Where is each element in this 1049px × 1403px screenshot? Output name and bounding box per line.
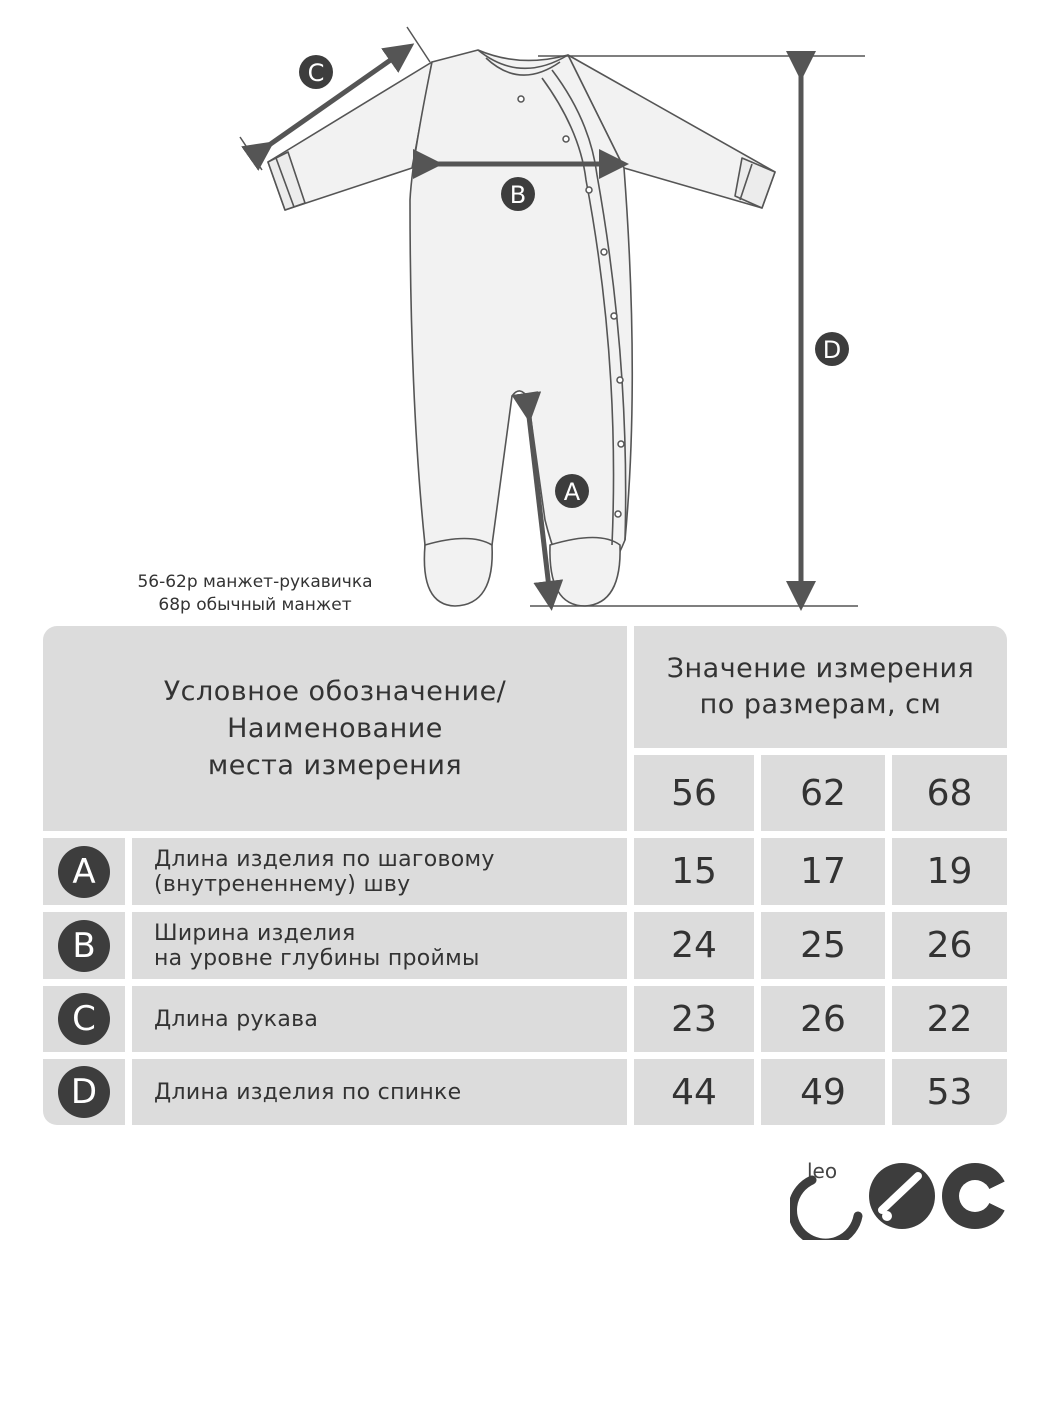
logo-c-mark bbox=[793, 1180, 858, 1240]
badge-c: C bbox=[58, 993, 110, 1045]
size-68-cell bbox=[892, 755, 1007, 831]
body bbox=[410, 50, 632, 600]
row-a-label-line-2: (внутрененнему) шву bbox=[154, 871, 411, 897]
table-value: 26 bbox=[800, 998, 846, 1040]
table-value: 26 bbox=[926, 925, 973, 966]
badge-b-label: B bbox=[509, 181, 527, 209]
badge-a-label: A bbox=[563, 478, 581, 506]
row-c-value-68 bbox=[892, 986, 1007, 1052]
badge-b: B bbox=[58, 920, 110, 972]
row-c-value-62 bbox=[761, 986, 885, 1052]
row-a-value-68 bbox=[892, 838, 1007, 905]
header-main-line-2: Наименование bbox=[227, 713, 443, 744]
header-main-line-1: Условное обозначение/ bbox=[163, 676, 507, 707]
table-value: 22 bbox=[926, 998, 973, 1040]
size-62-cell bbox=[761, 755, 885, 831]
cuff-note-1: 56-62р манжет-рукавичка bbox=[137, 572, 373, 592]
size-label: 56 bbox=[671, 772, 717, 814]
row-d-value-68 bbox=[892, 1059, 1007, 1125]
row-b-label-cell bbox=[132, 912, 627, 979]
row-a-label-line-1: Длина изделия по шаговому bbox=[154, 846, 495, 872]
size-label: 68 bbox=[926, 772, 973, 814]
badge-d: D bbox=[58, 1066, 110, 1118]
garment-diagram bbox=[0, 0, 1049, 620]
logo-text: leo bbox=[807, 1159, 838, 1183]
row-d-value-56 bbox=[634, 1059, 754, 1125]
header-sizes-line-2: по размерам, см bbox=[699, 689, 942, 720]
brand-logo bbox=[790, 1150, 1020, 1240]
table-value: 23 bbox=[671, 998, 717, 1040]
row-a-value-56 bbox=[634, 838, 754, 905]
header-sizes-cell bbox=[634, 626, 1007, 748]
table-value: 24 bbox=[671, 925, 717, 966]
table-value: 17 bbox=[800, 851, 846, 892]
row-a-badge-cell bbox=[43, 838, 125, 905]
table-value: 53 bbox=[926, 1071, 973, 1113]
row-b-label-line-1: Ширина изделия bbox=[154, 920, 356, 946]
size-label: 62 bbox=[800, 772, 846, 814]
row-c-badge-cell bbox=[43, 986, 125, 1052]
row-c-value-56 bbox=[634, 986, 754, 1052]
table-value: 44 bbox=[671, 1071, 717, 1113]
bodysuit-outline bbox=[268, 50, 775, 606]
row-c-label-line-1: Длина рукава bbox=[154, 1006, 319, 1032]
row-b-label-line-2: на уровне глубины проймы bbox=[154, 945, 480, 971]
badge-d-label: D bbox=[822, 336, 842, 364]
row-d-badge-cell bbox=[43, 1059, 125, 1125]
table-value: 49 bbox=[800, 1071, 846, 1113]
table-value: 25 bbox=[800, 925, 846, 966]
row-b-value-56 bbox=[634, 912, 754, 979]
left-foot bbox=[424, 539, 492, 607]
table-value: 15 bbox=[671, 851, 717, 892]
row-b-value-68 bbox=[892, 912, 1007, 979]
row-d-value-62 bbox=[761, 1059, 885, 1125]
right-foot bbox=[550, 538, 620, 607]
row-a-label-cell bbox=[132, 838, 627, 905]
row-d-label-line-1: Длина изделия по спинке bbox=[154, 1079, 462, 1105]
row-b-value-62 bbox=[761, 912, 885, 979]
table-value: 19 bbox=[926, 851, 973, 892]
badge-c-label: C bbox=[307, 59, 325, 87]
size-56-cell bbox=[634, 755, 754, 831]
header-sizes-line-1: Значение измерения bbox=[666, 653, 975, 684]
header-main-cell bbox=[43, 626, 627, 831]
badge-a: A bbox=[58, 846, 110, 898]
row-c-label-cell bbox=[132, 986, 627, 1052]
header-main-line-3: места измерения bbox=[207, 750, 463, 781]
cuff-note-2: 68р обычный манжет bbox=[158, 595, 352, 615]
row-b-badge-cell bbox=[43, 912, 125, 979]
row-a-value-62 bbox=[761, 838, 885, 905]
row-d-label-cell bbox=[132, 1059, 627, 1125]
